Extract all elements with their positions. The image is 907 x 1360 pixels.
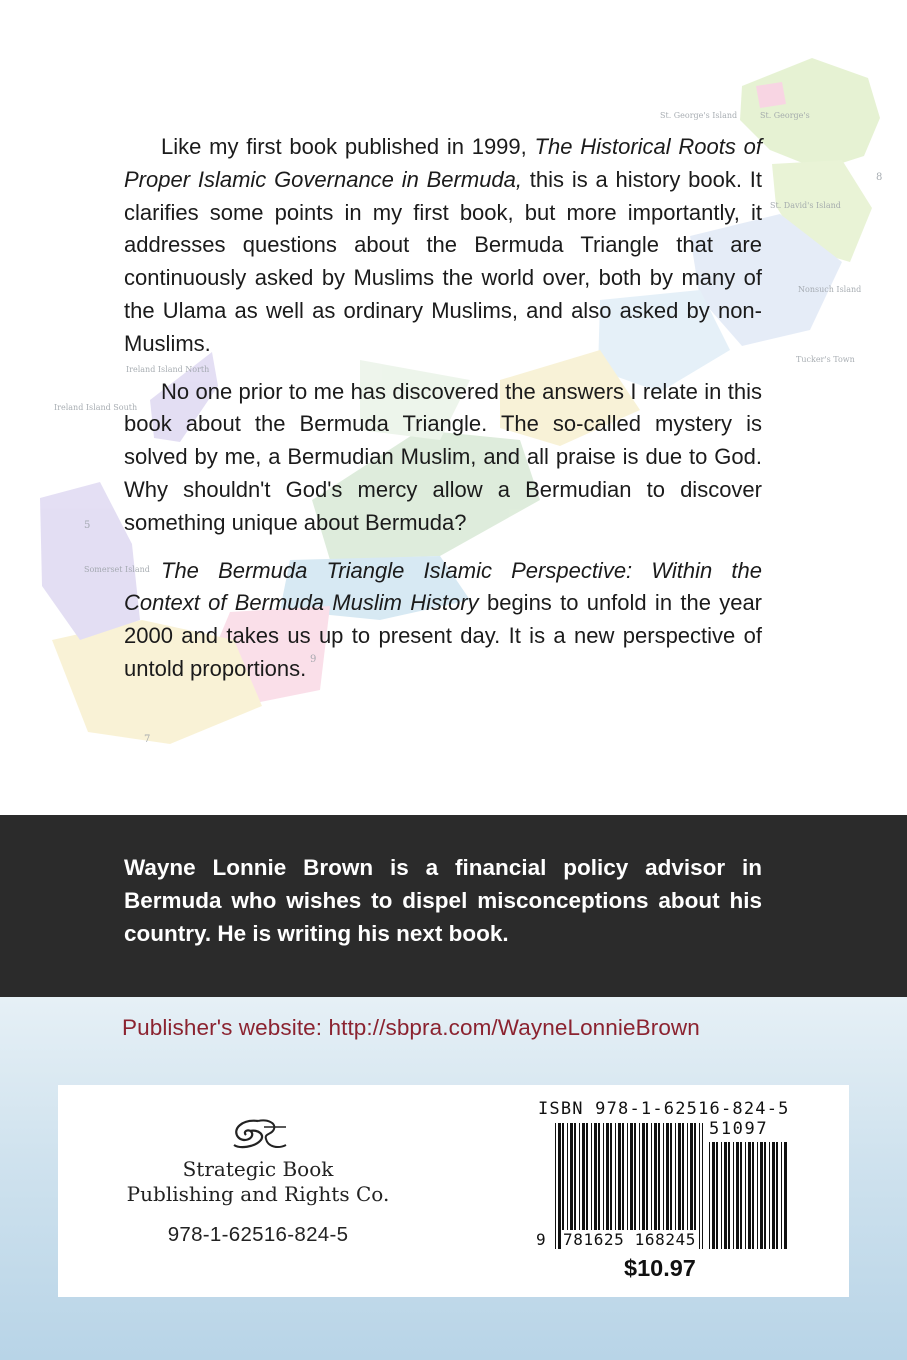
map-label-st-georges-island: St. George's Island <box>660 111 738 120</box>
barcode-bar <box>724 1142 727 1249</box>
map-label-parish-9: 9 <box>310 654 317 665</box>
price: $10.97 <box>624 1255 696 1281</box>
barcode-bar <box>736 1142 739 1249</box>
map-region-st-georges-town <box>756 82 786 108</box>
barcode-bar <box>709 1142 710 1249</box>
barcode-bar <box>772 1142 775 1249</box>
barcode-bar <box>702 1123 703 1249</box>
barcode-bar <box>712 1142 715 1249</box>
barcode-bar <box>757 1142 758 1249</box>
barcode-bar <box>716 1142 718 1249</box>
map-label-ireland-island-south: Ireland Island South <box>54 403 138 412</box>
barcode-bar <box>699 1123 700 1249</box>
barcode-bar <box>721 1142 722 1249</box>
barcode-bar <box>776 1142 778 1249</box>
map-label-st-georges: St. George's <box>760 111 810 120</box>
map-label-somerset-island: Somerset Island <box>84 565 150 574</box>
map-label-parish-7: 7 <box>144 734 151 745</box>
publisher-website: Publisher's website: http://sbpra.com/WayneLonnieBrown <box>122 1015 700 1040</box>
barcode-bar <box>760 1142 763 1249</box>
barcode-bar <box>748 1142 751 1249</box>
barcode-bar <box>558 1123 561 1249</box>
barcode-bar <box>769 1142 770 1249</box>
book-title: The Bermuda Triangle Islamic Perspective: Within the Context of Bermuda Muslim History <box>124 557 762 616</box>
description-paragraph-3: The Bermuda Triangle Islamic Perspective: Within the Context of Bermuda Muslim History begins to unfold in the year 2000 and takes us up to present day. It is a new perspective of untold proportions. <box>124 557 763 681</box>
barcode-bar <box>764 1142 766 1249</box>
barcode-bar <box>781 1142 782 1249</box>
barcode-bar <box>555 1123 556 1249</box>
barcode-bar <box>733 1142 734 1249</box>
author-band <box>0 815 907 997</box>
barcode-bar <box>740 1142 742 1249</box>
barcode-isbn-label: ISBN 978-1-62516-824-5 <box>538 1099 790 1119</box>
publisher-logo-icon <box>228 1115 290 1155</box>
barcode-lead-digit: 9 <box>536 1230 546 1249</box>
book-description <box>124 131 762 701</box>
barcode-bar <box>728 1142 730 1249</box>
bottom-area <box>0 997 907 1360</box>
first-book-title: The Historical Roots of Proper Islamic Governance in Bermuda, <box>124 134 763 192</box>
author-bio: Wayne Lonnie Brown is a financial policy advisor in Bermuda who wishes to dispel misconceptions about his country. He is writing his next book. <box>124 855 762 946</box>
barcode-bar <box>745 1142 746 1249</box>
addon-barcode <box>709 1142 787 1249</box>
map-label-st-davids-island: St. David's Island <box>770 201 841 210</box>
barcode-bar <box>784 1142 787 1249</box>
description-paragraph-2: No one prior to me has discovered the answers I relate in this book about the Bermuda Triangle. The so-called mystery is solved by me, a Bermudian Muslim, and all praise is due to God. Why shouldn't God's mercy allow a Bermudian to discover something unique about Bermuda? <box>124 378 762 535</box>
map-label-nonsuch-island: Nonsuch Island <box>798 285 862 294</box>
publisher-name: Strategic Book Publishing and Rights Co. <box>126 1157 390 1206</box>
barcode-addon-number: 51097 <box>709 1119 769 1139</box>
map-label-tuckers-town: Tucker's Town <box>796 355 855 364</box>
map-label-ireland-island-north: Ireland Island North <box>126 365 210 374</box>
map-label-parish-5: 5 <box>84 520 91 531</box>
barcode-digits: 781625 168245 <box>563 1230 697 1249</box>
description-paragraph-1: Like my first book published in 1999, The Historical Roots of Proper Islamic Governance in Bermuda, this is a history book. It clarifies some points in my first book, but more importantly, it addresses questions about the Bermuda Triangle that are continuously asked by Muslims the world over, both by many of the Ulama as well as ordinary Muslims, and also asked by non-Muslims. <box>124 134 763 356</box>
publisher-isbn: 978-1-62516-824-5 <box>167 1223 349 1246</box>
barcode-bar <box>752 1142 754 1249</box>
publisher-barcode-box <box>58 1085 849 1297</box>
map-label-parish-8: 8 <box>876 172 883 183</box>
